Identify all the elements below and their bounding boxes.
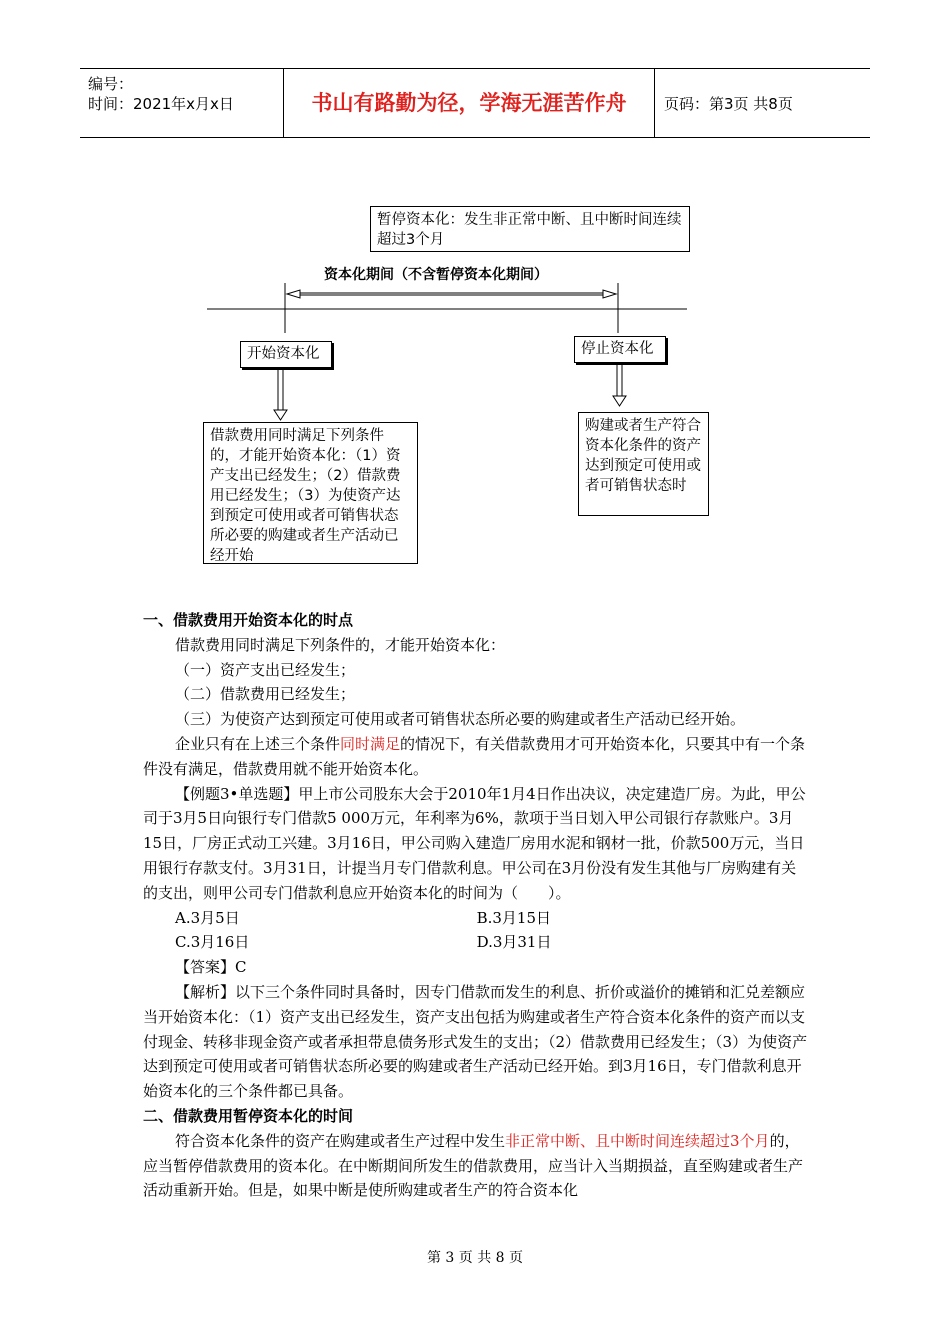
header-page-number: 页码：第3页 共8页	[664, 95, 793, 113]
option-a: A.3月5日	[175, 908, 240, 927]
start-conditions-box: 借款费用同时满足下列条件的，才能开始资本化：（1）资产支出已经发生；（2）借款费用已经发生；（3）为使资产达到预定可使用或者可销售状态所必要的购建或者生产活动已经开始	[203, 422, 418, 564]
document-body	[143, 608, 810, 1203]
paragraph: 借款费用同时满足下列条件的，才能开始资本化：	[175, 635, 506, 654]
stop-conditions-box: 购建或者生产符合资本化条件的资产达到预定可使用或者可销售状态时	[578, 412, 709, 516]
text-run: 的情况下，有关借款费用才可开始资本化，只要其中有一个条件没有满足，借款费用就不能开始资本化。	[143, 734, 806, 778]
pause-capitalization-box: 暂停资本化：发生非正常中断、且中断时间连续超过3个月	[370, 206, 690, 252]
text-run: 企业只有在上述三个条件	[175, 734, 341, 753]
paragraph	[143, 732, 810, 782]
options-row	[143, 930, 810, 955]
text-run: 的，应当暂停借款费用的资本化。在中断期间所发生的借款费用，应当计入当期损益，直至购建或者生产活动重新开始。但是，如果中断是使所购建或者生产的符合资本化	[143, 1131, 804, 1200]
period-double-arrow	[287, 290, 616, 298]
condition-item: （一）资产支出已经发生；	[175, 660, 356, 679]
answer: 【答案】C	[175, 958, 247, 977]
doc-time: 时间：2021年x月x日	[88, 95, 234, 113]
options-row	[143, 906, 810, 931]
paragraph	[143, 1129, 810, 1203]
start-capitalization-box: 开始资本化	[240, 341, 332, 368]
analysis: 【解析】以下三个条件同时具备时，因专门借款而发生的利息、折价或溢价的摊销和汇兑差额应当开始资本化：（1）资产支出已经发生，资产支出包括为购建或者生产符合资本化条件的资产而以支付现金、转移非现金资产或者承担带息债务形式发生的支出；（2）借款费用已经发生；（3）为使资产达到预定可使用或者可销售状态所必要的购建或者生产活动已经开始。到3月16日，专门借款利息开始资本化的三个条件都已具备。	[143, 982, 808, 1101]
example-question: 【例题3•单选题】甲上市公司股东大会于2010年1月4日作出决议，决定建造厂房。为此，甲公司于3月5日向银行专门借款5 000万元，年利率为6%，款项于当日划入甲公司银行存款账户。3月15日，厂房正式动工兴建。3月16日，甲公司购入建造厂房用水泥和钢材一批，价款500万元，当日用银行存款支付。3月31日，计提当月专门借款利息。甲公司在3月份没有发生其他与厂房购建有关的支出，则甲公司专门借款利息应开始资本化的时间为（ ）。	[143, 784, 806, 902]
start-down-arrow	[274, 368, 287, 420]
header-motto: 书山有路勤为径，学海无涯苦作舟	[284, 69, 655, 137]
condition-item: （三）为使资产达到预定可使用或者可销售状态所必要的购建或者生产活动已经开始。	[175, 710, 746, 729]
stop-down-arrow	[613, 364, 626, 406]
section-heading-1: 一、借款费用开始资本化的时点	[143, 611, 354, 629]
highlight-text: 同时满足	[340, 734, 401, 753]
doc-number: 编号：	[88, 75, 134, 93]
text-run: 符合资本化条件的资产在购建或者生产过程中发生	[175, 1131, 506, 1150]
stop-capitalization-box: 停止资本化	[574, 336, 666, 363]
timeline-diagram	[0, 0, 950, 600]
capitalization-period-label: 资本化期间（不含暂停资本化期间）	[324, 267, 548, 283]
page-footer: 第 3 页 共 8 页	[426, 1250, 524, 1266]
option-d: D.3月31日	[476, 933, 552, 952]
section-heading-2: 二、借款费用暂停资本化的时间	[143, 1106, 354, 1125]
condition-item: （二）借款费用已经发生；	[175, 685, 356, 704]
option-c: C.3月16日	[175, 933, 250, 952]
highlight-text: 非正常中断、且中断时间连续超过3个月	[505, 1131, 770, 1150]
option-b: B.3月15日	[476, 908, 551, 927]
